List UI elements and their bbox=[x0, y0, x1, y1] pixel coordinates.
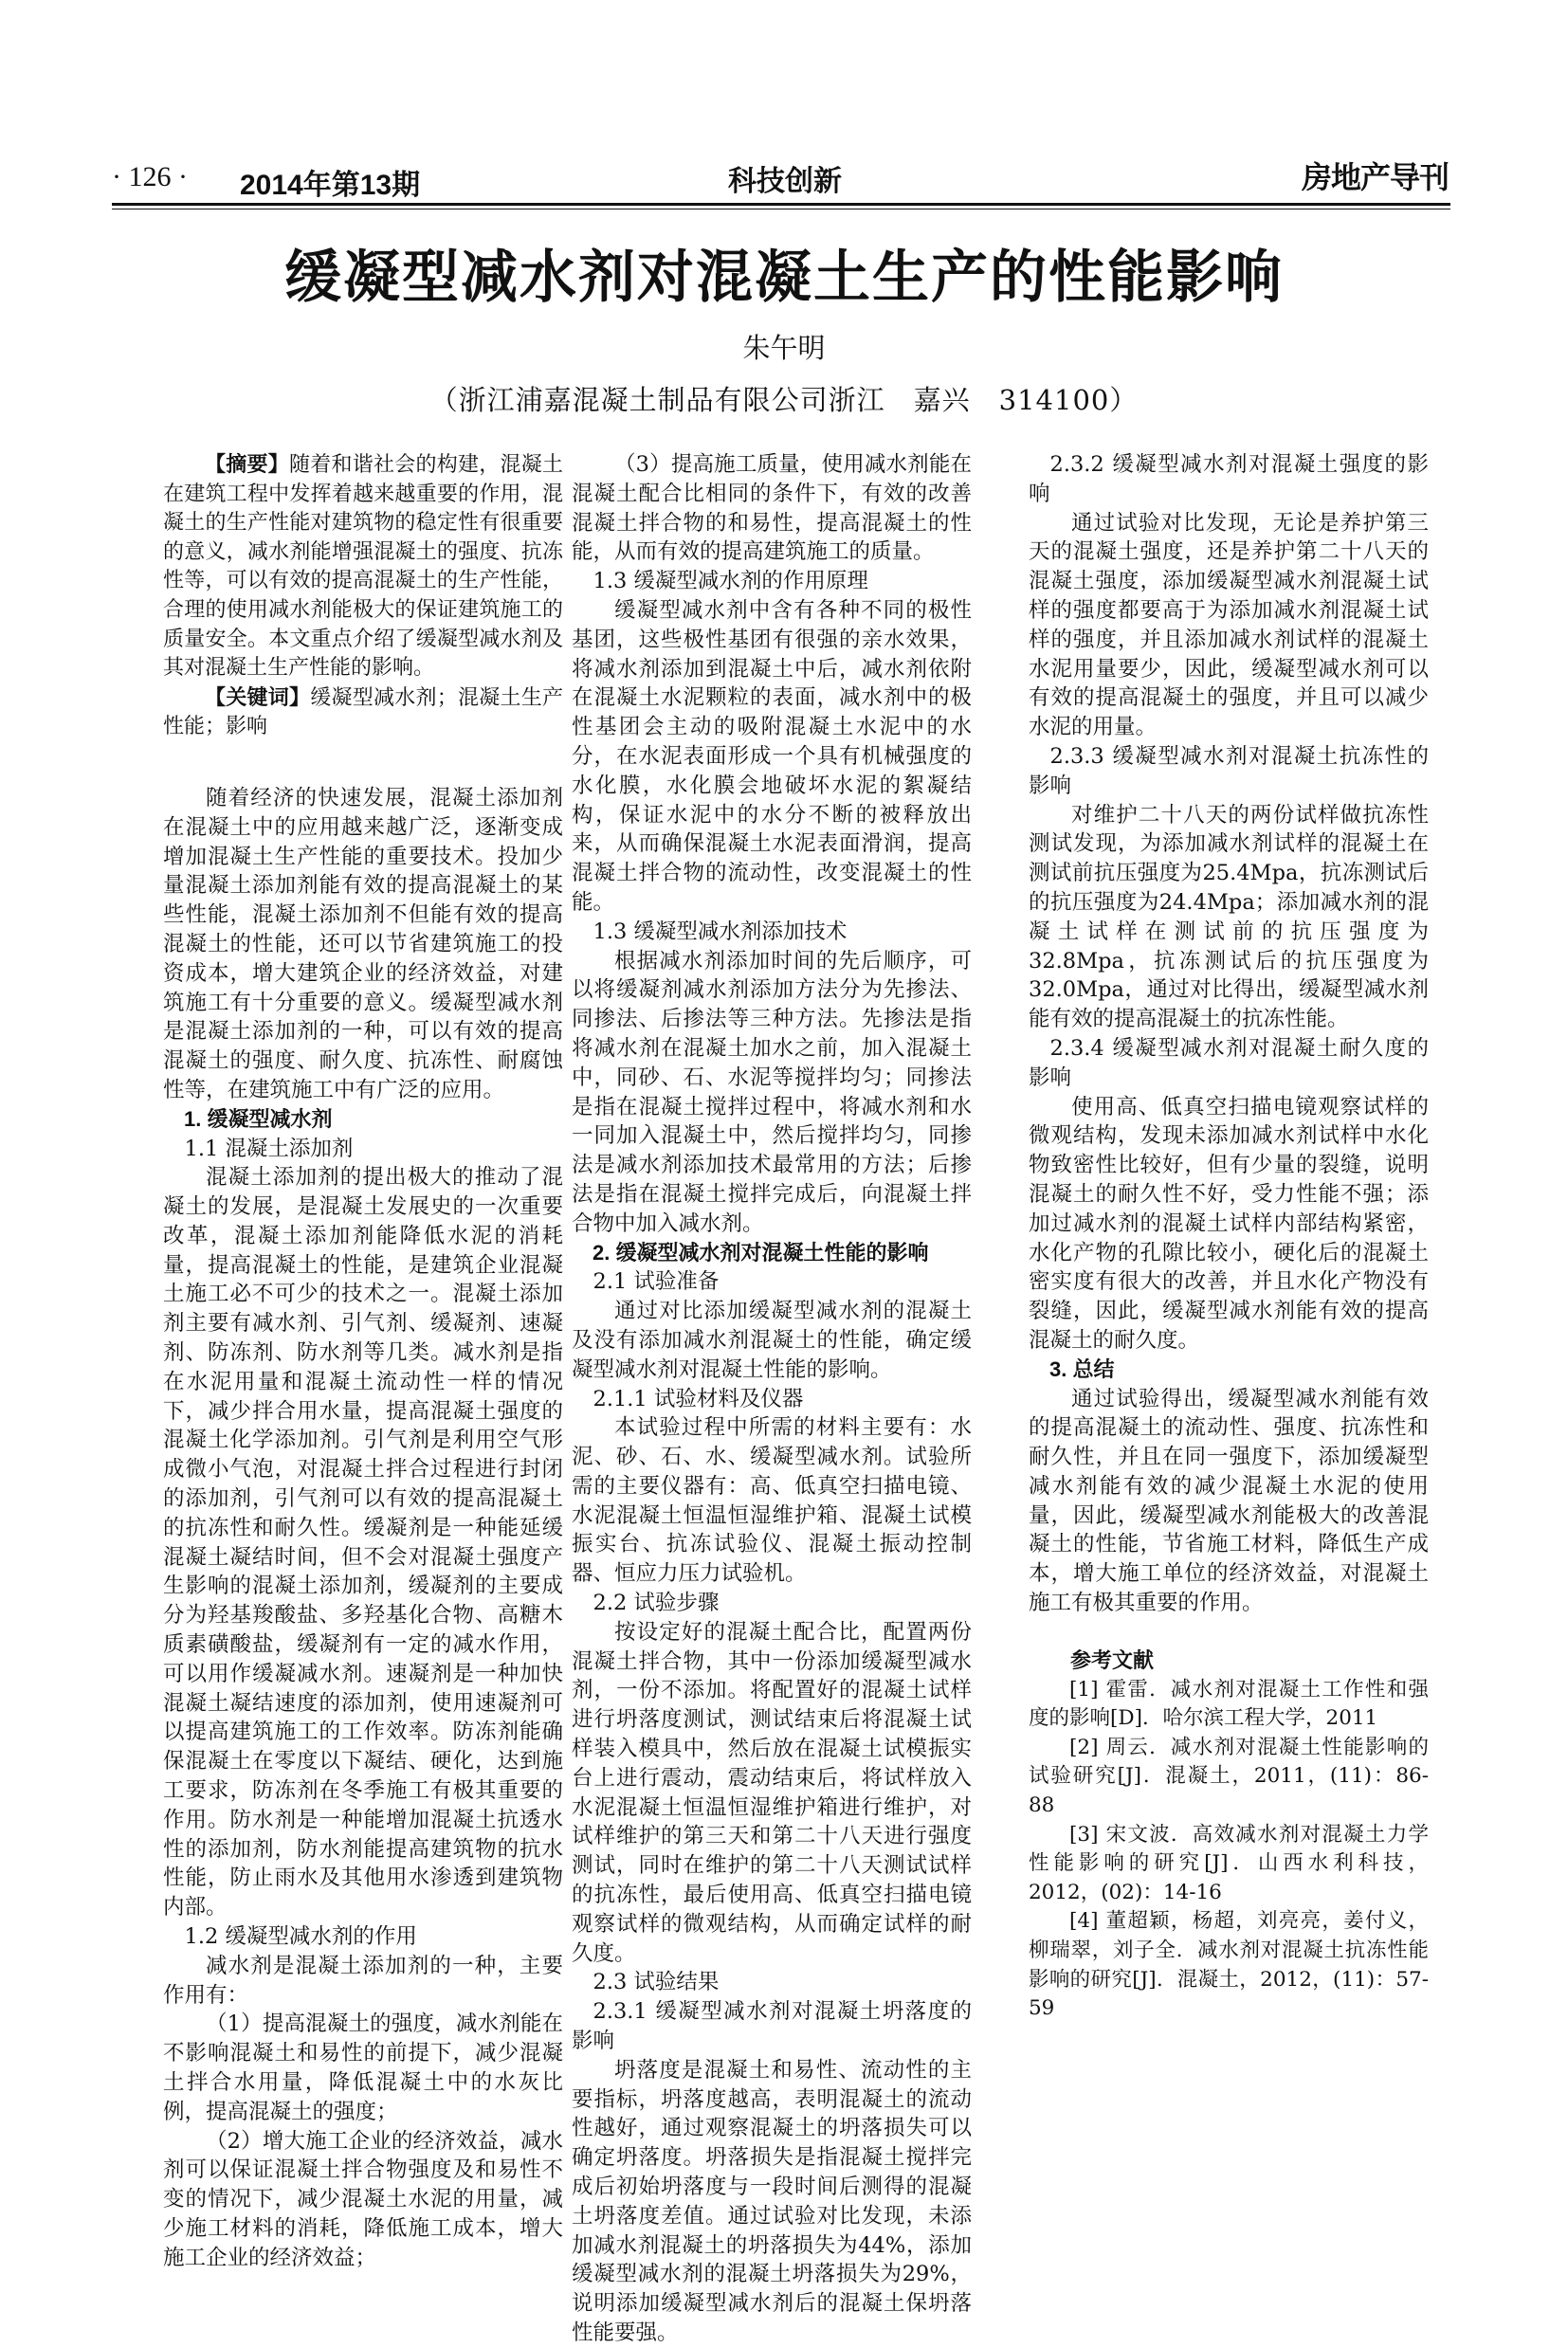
paragraph-2-2: 按设定好的混凝土配合比，配置两份混凝土拌合物，其中一份添加缓凝型减水剂，一份不添加。将配置好的混凝土试样进行坍落度测试，测试结束后将混凝土试样装入模具中，然后放在混凝土试模振实台上进行震动，震动结束后，将试样放入水泥混凝土恒温恒湿维护箱进行维护，对试样维护的第三天和第二十八天进行强度测试，同时在维护的第二十八天测试试样的抗冻性，最后使用高、低真空扫描电镜观察试样的微观结构，从而确定试样的耐久度。 bbox=[572, 1619, 972, 1966]
subsection-heading-2-2: 2.2 试验步骤 bbox=[593, 1591, 720, 1616]
keywords bbox=[163, 683, 563, 742]
abstract-text: 随着和谐社会的构建，混凝土在建筑工程中发挥着越来越重要的作用，混凝土的生产性能对建筑物的稳定性有很重要的意义，减水剂能增强混凝土的强度、抗冻性等，可以有效的提高混凝土的生产性能，合理的使用减水剂能极大的保证建筑施工的质量安全。本文重点介绍了缓凝型减水剂及其对混凝土生产性能的影响。 bbox=[163, 453, 563, 681]
reference-item: [3] 宋文波．高效减水剂对混凝土力学性能影响的研究[J]．山西水利科技，2012，(02)：14-16 bbox=[1029, 1822, 1429, 1904]
paragraph-2-3-4: 使用高、低真空扫描电镜观察试样的微观结构，发现未添加减水剂试样中水化物致密性比较好，但有少量的裂缝，说明混凝土的耐久性不好，受力性能不强；添加过减水剂的混凝土试样内部结构紧密，水化产物的孔隙比较小，硬化后的混凝土密实度有很大的改善，并且水化产物没有裂缝，因此，缓凝型减水剂能有效的提高混凝土的耐久度。 bbox=[1029, 1094, 1429, 1353]
subsection-heading-2-3-3: 2.3.3 缓凝型减水剂对混凝土抗冻性的影响 bbox=[1029, 743, 1429, 798]
paragraph-2-3-2: 通过试验对比发现，无论是养护第三天的混凝土强度，还是养护第二十八天的混凝土强度，添加缓凝型减水剂混凝土试样的强度都要高于为添加减水剂混凝土试样的强度，并且添加减水剂试样的混凝土水泥用量要少，因此，缓凝型减水剂可以有效的提高混凝土的强度，并且可以减少水泥的用量。 bbox=[1029, 510, 1429, 740]
keywords-label: 【关键词】 bbox=[205, 684, 311, 710]
author-affiliation: （浙江浦嘉混凝土制品有限公司浙江 嘉兴 314100） bbox=[429, 384, 1139, 416]
page-header bbox=[112, 154, 1449, 210]
header-rule bbox=[112, 203, 1450, 206]
paragraph-1-2: 减水剂是混凝土添加剂的一种，主要作用有： bbox=[163, 1953, 563, 2008]
section-heading-1: 1. 缓凝型减水剂 bbox=[184, 1106, 333, 1131]
section-heading-3: 3. 总结 bbox=[1049, 1356, 1115, 1381]
subsection-heading-2-3-1: 2.3.1 缓凝型减水剂对混凝土坍落度的影响 bbox=[572, 1999, 972, 2054]
page-number: · 126 · bbox=[112, 161, 188, 192]
issue-label: 2014年第13期 bbox=[240, 170, 421, 201]
subsection-heading-1-3a: 1.3 缓凝型减水剂的作用原理 bbox=[593, 569, 868, 594]
subsection-heading-2-3: 2.3 试验结果 bbox=[593, 1970, 720, 1995]
paragraph-1-2b: （2）增大施工企业的经济效益，减水剂可以保证混凝土拌合物强度及和易性不变的情况下，减少混凝土水泥的用量，减少施工材料的消耗，降低施工成本，增大施工企业的经济效益； bbox=[163, 2128, 563, 2270]
keywords-text: 缓凝型减水剂；混凝土生产性能；影响 bbox=[163, 685, 563, 739]
article-author: 朱午明 bbox=[742, 332, 826, 364]
paragraph-1-3b: 根据减水剂添加时间的先后顺序，可以将缓凝剂减水剂添加方法分为先掺法、同掺法、后掺法等三种方法。先掺法是指将减水剂在混凝土加水之前，加入混凝土中，同砂、石、水泥等搅拌均匀；同掺法是指在混凝土搅拌过程中，将减水剂和水一同加入混凝土中，然后搅拌均匀，同掺法是减水剂添加技术最常用的方法；后掺法是指在混凝土搅拌完成后，向混凝土拌合物中加入减水剂。 bbox=[572, 948, 972, 1236]
subsection-heading-2-1-1: 2.1.1 试验材料及仪器 bbox=[593, 1386, 804, 1411]
column-3 bbox=[1029, 450, 1429, 2024]
paragraph-3: 通过试验得出，缓凝型减水剂能有效的提高混凝土的流动性、强度、抗冻性和耐久性，并且在同一强度下，添加缓凝型减水剂能有效的减少混凝土水泥的使用量，因此，缓凝型减水剂能极大的改善混凝土的性能，节省施工材料，降低生产成本，增大施工单位的经济效益，对混凝土施工有极其重要的作用。 bbox=[1029, 1386, 1429, 1616]
paragraph-2-1-1: 本试验过程中所需的材料主要有：水泥、砂、石、水、缓凝型减水剂。试验所需的主要仪器有：高、低真空扫描电镜、水泥混凝土恒温恒湿维护箱、混凝土试模振实台、抗冻试验仪、混凝土振动控制器、恒应力压力试验机。 bbox=[572, 1415, 972, 1587]
subsection-heading-1-1: 1.1 混凝土添加剂 bbox=[184, 1136, 354, 1161]
paragraph-1-1: 混凝土添加剂的提出极大的推动了混凝土的发展，是混凝土发展史的一次重要改革，混凝土添加剂能降低水泥的消耗量，提高混凝土的性能，是建筑企业混凝土施工必不可少的技术之一。混凝土添加剂主要有减水剂、引气剂、缓凝剂、速凝剂、防冻剂、防水剂等几类。减水剂是指在水泥用量和混凝土流动性一样的情况下，减少拌合用水量，提高混凝土强度的混凝土化学添加剂。引气剂是利用空气形成微小气泡，对混凝土拌合过程进行封闭的添加剂，引气剂可以有效的提高混凝土的抗冻性和耐久性。缓凝剂是一种能延缓混凝土凝结时间，但不会对混凝土强度产生影响的混凝土添加剂，缓凝剂的主要成分为羟基羧酸盐、多羟基化合物、高糖木质素磺酸盐，缓凝剂有一定的减水作用，可以用作缓凝减水剂。速凝剂是一种加快混凝土凝结速度的添加剂，使用速凝剂可以提高建筑施工的工作效率。防冻剂能确保混凝土在零度以下凝结、硬化，达到施工要求，防冻剂在冬季施工有极其重要的作用。防水剂是一种能增加混凝土抗透水性的添加剂，防水剂能提高建筑物的抗水性能，防止雨水及其他用水渗透到建筑物内部。 bbox=[163, 1165, 563, 1920]
subsection-heading-2-3-4: 2.3.4 缓凝型减水剂对混凝土耐久度的影响 bbox=[1029, 1035, 1429, 1090]
paragraph-1-2a: （1）提高混凝土的强度，减水剂能在不影响混凝土和易性的前提下，减少混凝土拌合水用量，降低混凝土中的水灰比例，提高混凝土的强度； bbox=[163, 2011, 563, 2124]
subsection-heading-2-3-2: 2.3.2 缓凝型减水剂对混凝土强度的影响 bbox=[1029, 452, 1429, 506]
abstract-label: 【摘要】 bbox=[205, 452, 289, 477]
intro-paragraph: 随着经济的快速发展，混凝土添加剂在混凝土中的应用越来越广泛，逐渐变成增加混凝土生产性能的重要技术。投加少量混凝土添加剂能有效的提高混凝土的某些性能，混凝土添加剂不但能有效的提高混凝土的性能，还可以节省建筑施工的投资成本，增大建筑企业的经济效益，对建筑施工有十分重要的意义。缓凝型减水剂是混凝土添加剂的一种，可以有效的提高混凝土的强度、耐久度、抗冻性、耐腐蚀性等，在建筑施工中有广泛的应用。 bbox=[163, 785, 563, 1102]
paragraph-2-3-3: 对维护二十八天的两份试样做抗冻性测试发现，为添加减水剂试样的混凝土在测试前抗压强度为25.4Mpa，抗冻测试后的抗压强度为24.4Mpa；添加减水剂的混凝土试样在测试前的抗压强度为32.8Mpa，抗冻测试后的抗压强度为32.0Mpa，通过对比得出，缓凝型减水剂能有效的提高混凝土的抗冻性能。 bbox=[1029, 802, 1429, 1032]
column-1 bbox=[163, 450, 563, 2273]
section-label: 科技创新 bbox=[728, 166, 842, 197]
section-heading-2: 2. 缓凝型减水剂对混凝土性能的影响 bbox=[593, 1240, 929, 1265]
abstract bbox=[163, 450, 563, 683]
article-title: 缓凝型减水剂对混凝土生产的性能影响 bbox=[284, 245, 1284, 311]
reference-item: [4] 董超颖，杨超，刘亮亮，姜付义，柳瑞翠，刘子全．减水剂对混凝土抗冻性能影响的研究[J]．混凝土，2012，(11)：57-59 bbox=[1029, 1909, 1429, 2021]
references-heading: 参考文献 bbox=[1070, 1647, 1155, 1672]
journal-logo: 房地产导刊 bbox=[1301, 160, 1449, 194]
paragraph-2-1: 通过对比添加缓凝型减水剂的混凝土及没有添加减水剂混凝土的性能，确定缓凝型减水剂对混凝土性能的影响。 bbox=[572, 1299, 972, 1382]
reference-item: [2] 周云．减水剂对混凝土性能影响的试验研究[J]．混凝土，2011，(11)：86-88 bbox=[1029, 1735, 1429, 1818]
reference-item: [1] 霍雷．减水剂对混凝土工作性和强度的影响[D]．哈尔滨工程大学，2011 bbox=[1029, 1677, 1429, 1731]
paragraph-2-3-1: 坍落度是混凝土和易性、流动性的主要指标，坍落度越高，表明混凝土的流动性越好，通过观察混凝土的坍落损失可以确定坍落度。坍落损失是指混凝土搅拌完成后初始坍落度与一段时间后测得的混凝土坍落度差值。通过试验对比发现，未添加减水剂混凝土的坍落损失为44%，添加缓凝型减水剂的混凝土坍落损失为29%，说明添加缓凝型减水剂后的混凝土保坍落性能要强。 bbox=[572, 2057, 972, 2345]
subsection-heading-1-2: 1.2 缓凝型减水剂的作用 bbox=[184, 1924, 417, 1950]
subsection-heading-2-1: 2.1 试验准备 bbox=[593, 1269, 720, 1295]
column-2 bbox=[572, 450, 972, 2348]
paragraph-1-3a: 缓凝型减水剂中含有各种不同的极性基团，这些极性基团有很强的亲水效果，将减水剂添加到混凝土中后，减水剂依附在混凝土水泥颗粒的表面，减水剂中的极性基团会主动的吸附混凝土水泥中的水分，在水泥表面形成一个具有机械强度的水化膜，水化膜会地破坏水泥的絮凝结构，保证水泥中的水分不断的被释放出来，从而确保混凝土水泥表面滑润，提高混凝土拌合物的流动性，改变混凝土的性能。 bbox=[572, 597, 972, 915]
subsection-heading-1-3b: 1.3 缓凝型减水剂添加技术 bbox=[593, 919, 848, 944]
paragraph-1-2c: （3）提高施工质量，使用减水剂能在混凝土配合比相同的条件下，有效的改善混凝土拌合物的和易性，提高混凝土的性能，从而有效的提高建筑施工的质量。 bbox=[572, 452, 972, 565]
